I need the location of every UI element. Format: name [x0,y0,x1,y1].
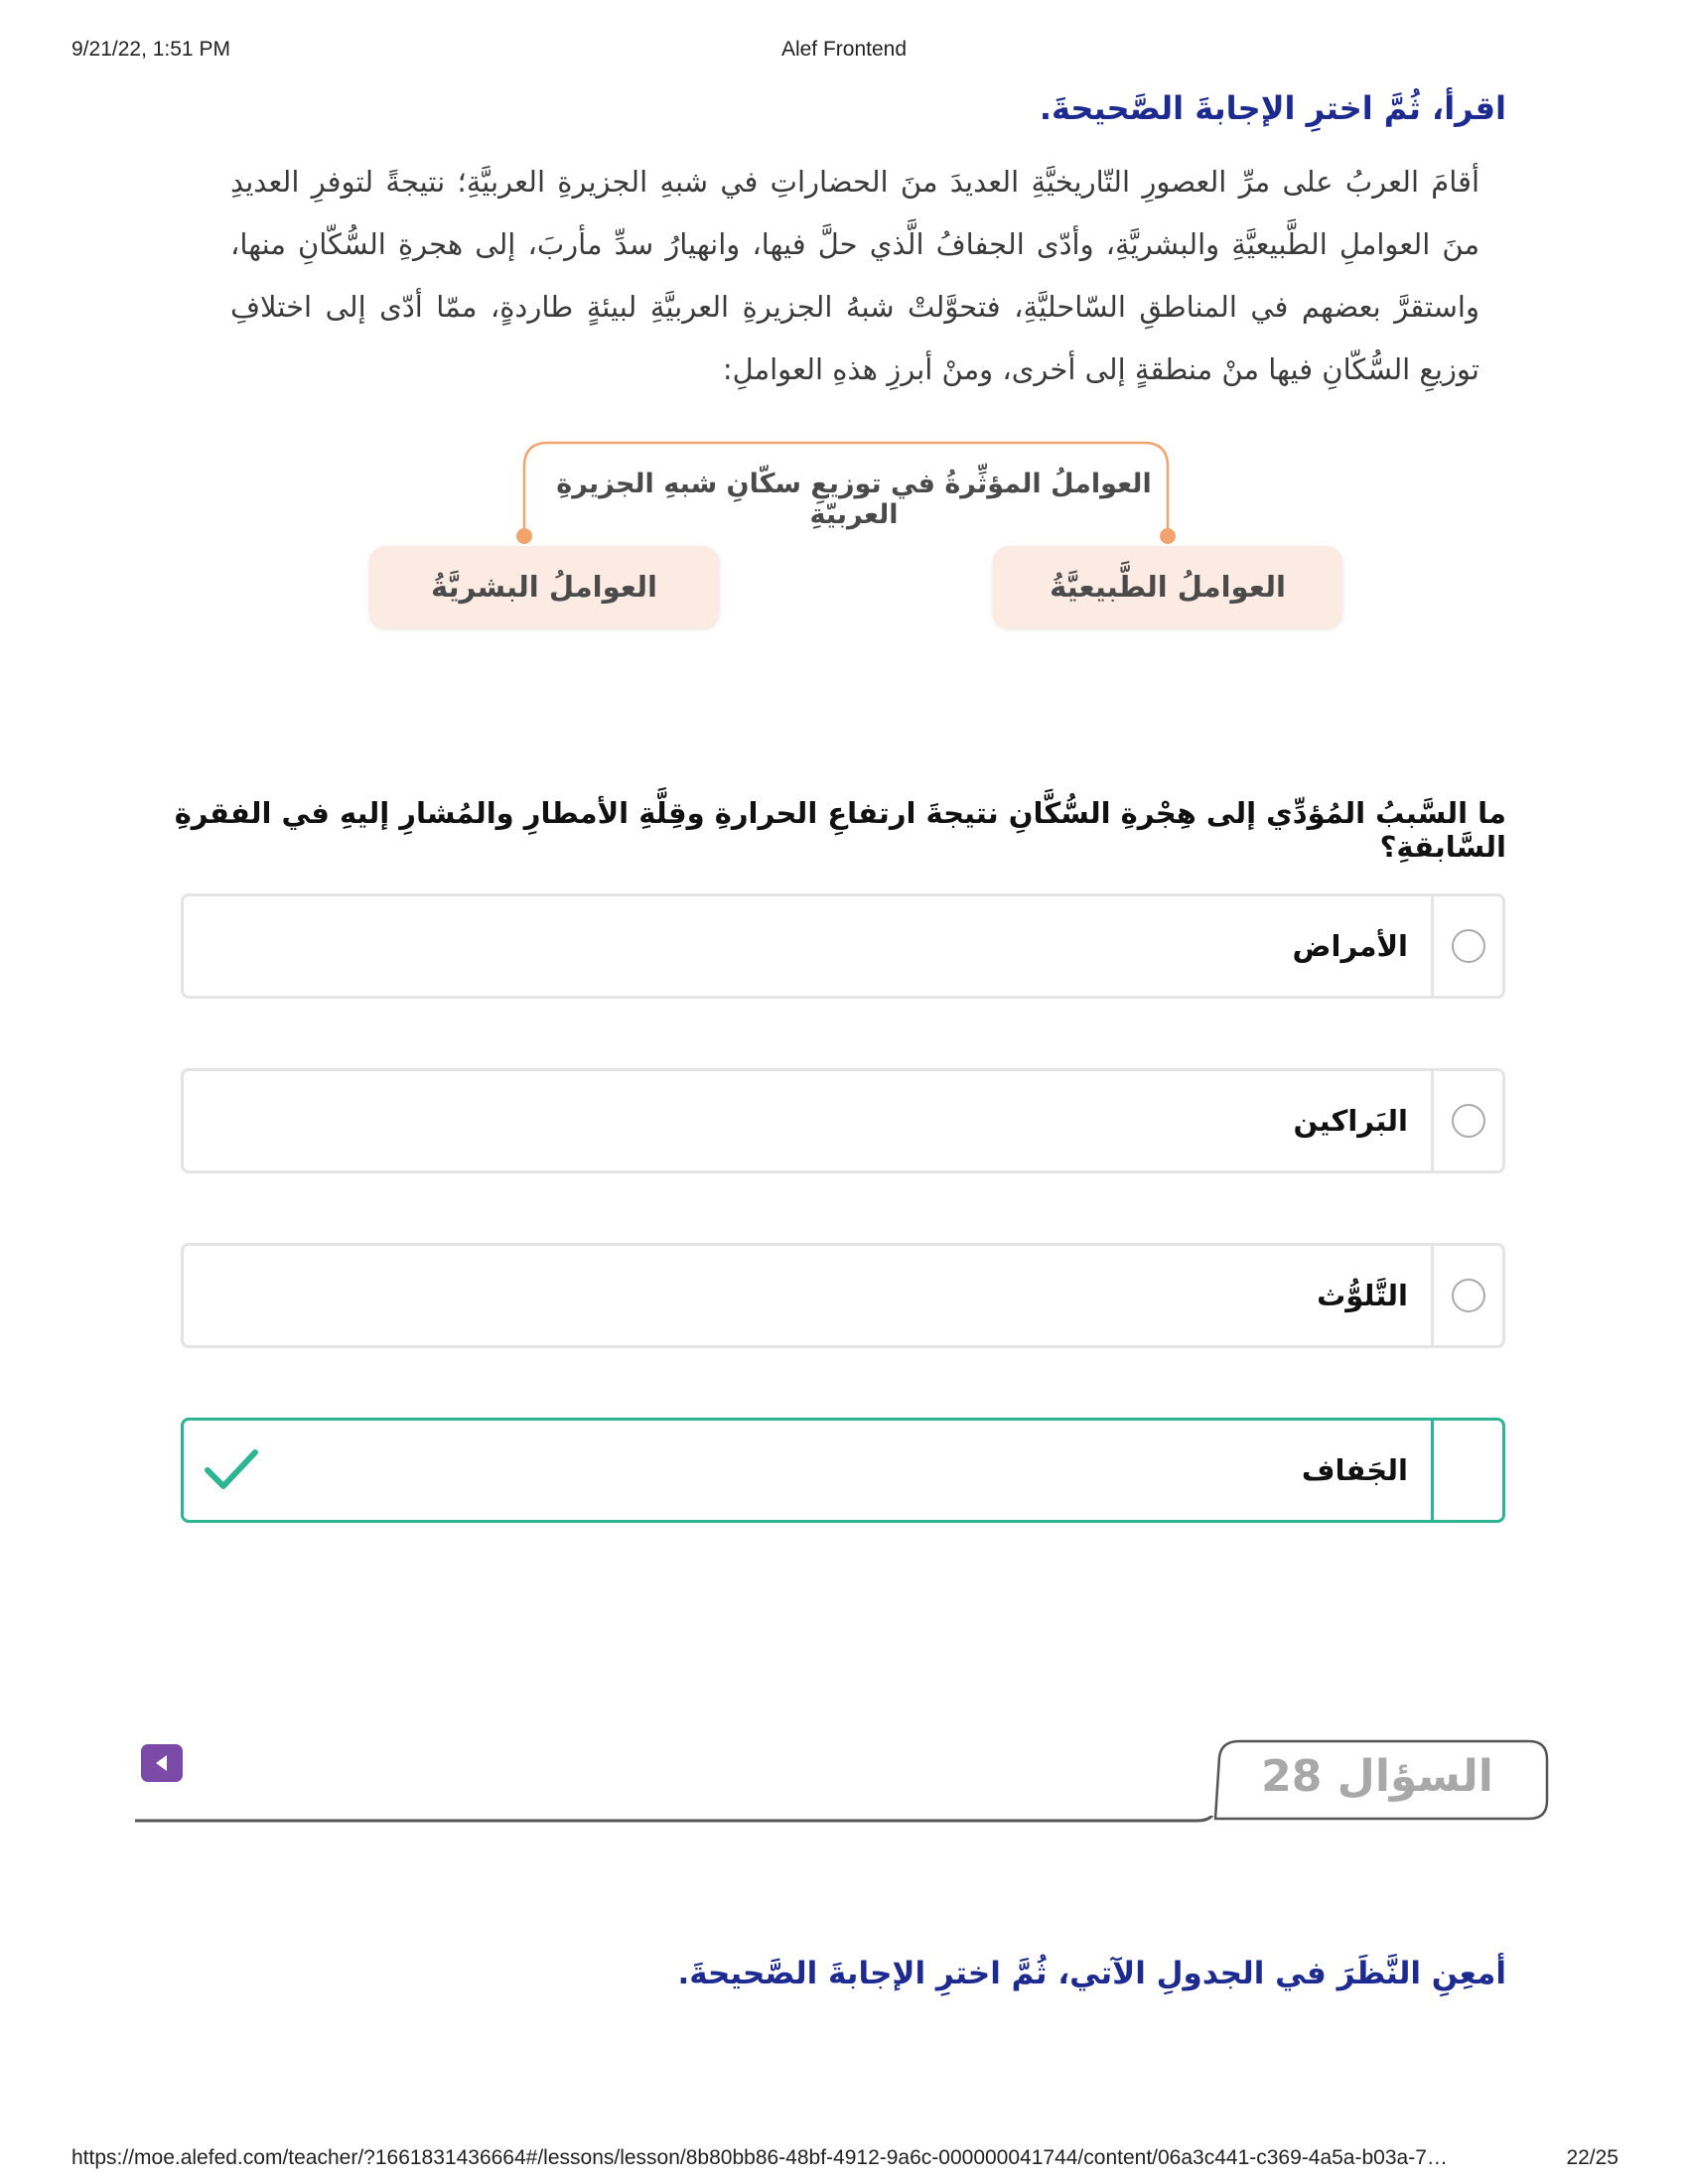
factors-diagram [357,437,1350,645]
option-label: البَراكين [1293,1104,1408,1138]
option-label: الأمراض [1292,929,1408,963]
checkmark-icon [200,1438,263,1502]
print-page-counter: 22/25 [1566,2146,1618,2169]
answer-option-volcanoes[interactable] [181,1068,1505,1173]
question-text: ما السَّببُ المُؤدِّي إلى هِجْرةِ السُّكَّانِ نتيجةَ ارتفاعِ الحرارةِ وقِلَّةِ الأمطارِ والمُشارِ إليهِ في الفقرةِ السَّابقةِ؟ [174,796,1506,864]
connector-dot-left [516,528,532,544]
question-bar-line [135,1816,1217,1828]
caret-left-icon [153,1753,171,1773]
print-page-title: Alef Frontend [780,38,908,61]
answer-option-diseases[interactable] [181,893,1505,999]
print-datetime: 9/21/22, 1:51 PM [71,38,230,61]
question-number: السؤال 28 [1261,1751,1493,1802]
radio-button[interactable] [1452,929,1485,963]
reading-passage: أقامَ العربُ على مرِّ العصورِ التّاريخيَّةِ العديدَ منَ الحضاراتِ في شبهِ الجزيرةِ العربيَّةِ؛ نتيجةً لتوفرِ العديدِ منَ العواملِ الطَّبيعيَّةِ والبشريَّةِ، وأدّى الجفافُ الَّذي حلَّ فيها، وانهيارُ سدِّ مأربَ، إلى هجرةِ السُّكّانِ منها، واستقرَّ بعضهم في المناطقِ السّاحليَّةِ، فتحوَّلتْ شبهُ الجزيرةِ العربيَّةِ لبيئةٍ طاردةٍ، ممّا أدّى إلى اختلافِ توزيعِ السُّكّانِ فيها منْ منطقةٍ إلى أخرى، ومنْ أبرزِ هذهِ العواملِ: [230,165,1479,386]
radio-cell[interactable] [1431,1421,1502,1520]
radio-cell[interactable] [1431,896,1502,996]
option-label: التَّلوُّث [1317,1279,1408,1312]
connector-dot-right [1160,528,1176,544]
radio-button[interactable] [1452,1279,1485,1312]
option-label: الجَفاف [1301,1453,1408,1487]
answer-option-pollution[interactable] [181,1243,1505,1348]
radio-cell[interactable] [1431,1246,1502,1345]
radio-button[interactable] [1452,1104,1485,1138]
answer-option-drought[interactable] [181,1418,1505,1523]
human-factors-box: العواملُ البشريَّةُ [369,546,719,627]
natural-factors-box: العواملُ الطَّبيعيَّةُ [993,546,1342,627]
diagram-title: العواملُ المؤثِّرةُ في توزيعِ سكّانِ شبهِ الجزيرةِ العربيّةِ [556,469,1152,530]
next-exercise-instruction: أمعِنِ النَّظَرَ في الجدولِ الآتي، ثُمَّ اخترِ الإجابةَ الصَّحيحةَ. [677,1956,1506,1991]
exercise-instruction: اقرأ، ثُمَّ اخترِ الإجابةَ الصَّحيحةَ. [1039,89,1506,127]
previous-question-button[interactable] [141,1744,183,1782]
print-url: https://moe.alefed.com/teacher/?1661831436664#/lessons/lesson/8b80bb86-48bf-4912-9a6c-000000041744/content/06a3c441-c369-4a5a-b03a-7… [71,2146,1448,2169]
radio-cell[interactable] [1431,1071,1502,1170]
